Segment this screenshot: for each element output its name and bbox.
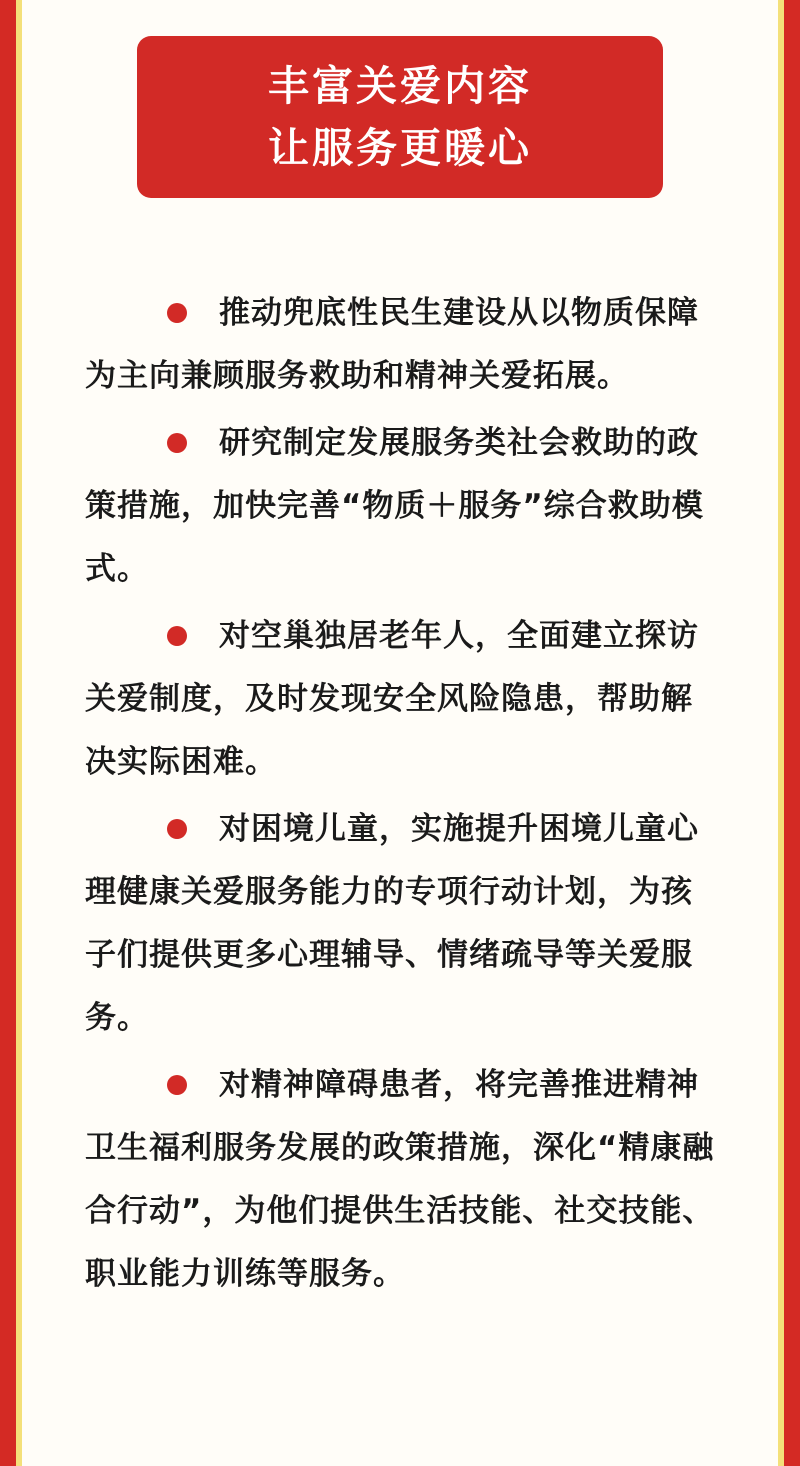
list-item — [85, 412, 721, 601]
list-item — [85, 798, 721, 1050]
list-item — [85, 282, 721, 408]
list-item — [85, 1054, 721, 1306]
list-item-text: 研究制定发展服务类社会救助的政策措施，加快完善“物质＋服务”综合救助模式。 — [85, 425, 704, 587]
list-item-text: 对空巢独居老年人，全面建立探访关爱制度，及时发现安全风险隐患，帮助解决实际困难。 — [85, 618, 699, 780]
red-dot-icon — [167, 1075, 187, 1095]
list-item-text: 对困境儿童，实施提升困境儿童心理健康关爱服务能力的专项行动计划，为孩子们提供更多心理辅导、情绪疏导等关爱服务。 — [85, 811, 699, 1036]
red-dot-icon — [167, 819, 187, 839]
list-item-text: 推动兜底性民生建设从以物质保障为主向兼顾服务救助和精神关爱拓展。 — [85, 295, 699, 394]
title-line-1: 丰富关爱内容 — [268, 62, 532, 110]
red-dot-icon — [167, 303, 187, 323]
title-banner — [137, 36, 663, 198]
red-dot-icon — [167, 626, 187, 646]
list-item — [85, 605, 721, 794]
list-item-text: 对精神障碍患者，将完善推进精神卫生福利服务发展的政策措施，深化“精康融合行动”，为他们提供生活技能、社交技能、职业能力训练等服务。 — [85, 1067, 715, 1292]
red-dot-icon — [167, 433, 187, 453]
bullet-list — [85, 282, 721, 1310]
title-line-2: 让服务更暖心 — [268, 124, 532, 172]
